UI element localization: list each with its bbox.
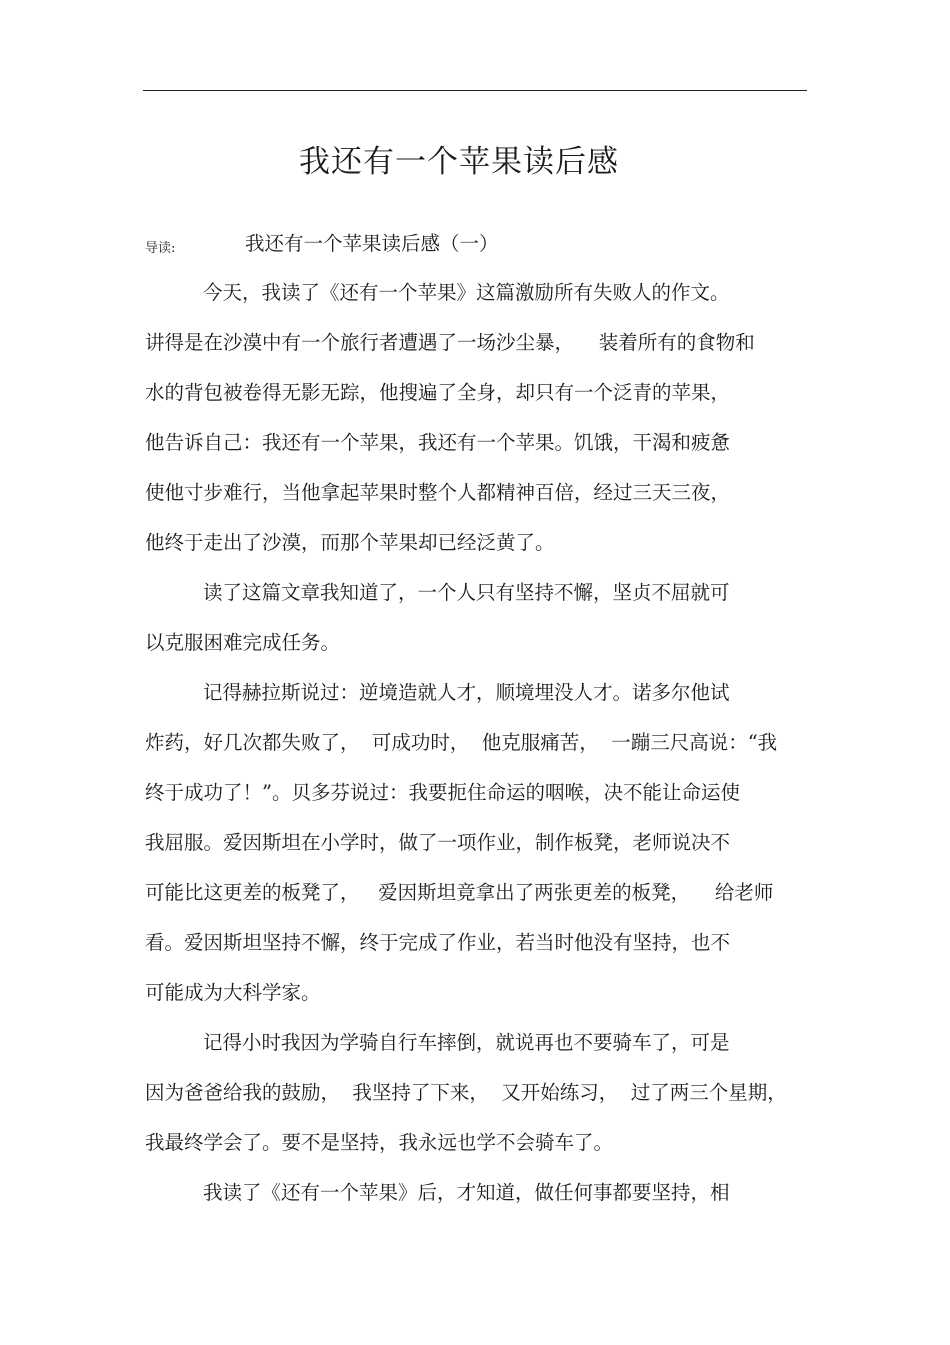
intro-label: 导读:	[145, 241, 176, 256]
body-line: 以克服困难完成任务。	[145, 631, 341, 654]
body-line: 他终于走出了沙漠，而那个苹果却已经泛黄了。	[145, 531, 555, 554]
header-rule	[143, 90, 807, 91]
body-line: 看。爱因斯坦坚持不懈，终于完成了作业，若当时他没有坚持，也不	[145, 931, 731, 954]
body-line: 记得小时我因为学骑自行车摔倒，就说再也不要骑车了，可是	[203, 1031, 730, 1054]
body-line: 讲得是在沙漠中有一个旅行者遭遇了一场沙尘暴， 装着所有的食物和	[145, 331, 755, 354]
body-line: 我屈服。爱因斯坦在小学时，做了一项作业，制作板凳，老师说决不	[145, 831, 731, 854]
body-line: 炸药，好几次都失败了， 可成功时， 他克服痛苦， 一蹦三尺高说：“我	[145, 731, 778, 754]
body-line: 今天，我读了《还有一个苹果》这篇激励所有失败人的作文。	[203, 281, 730, 304]
body-line: 我读了《还有一个苹果》后，才知道，做任何事都要坚持，相	[203, 1181, 730, 1204]
document-title: 我还有一个苹果读后感	[299, 144, 619, 180]
body-line: 水的背包被卷得无影无踪，他搜遍了全身，却只有一个泛青的苹果，	[145, 381, 731, 404]
body-line: 因为爸爸给我的鼓励， 我坚持了下来， 又开始练习， 过了两三个星期，	[145, 1081, 787, 1104]
body-line: 他告诉自己：我还有一个苹果，我还有一个苹果。饥饿，干渴和疲惫	[145, 431, 731, 454]
body-line: 记得赫拉斯说过：逆境造就人才，顺境埋没人才。诺多尔他试	[203, 681, 730, 704]
body-line: 可能成为大科学家。	[145, 981, 321, 1004]
body-line: 我最终学会了。要不是坚持，我永远也学不会骑车了。	[145, 1131, 614, 1154]
body-line: 读了这篇文章我知道了，一个人只有坚持不懈，坚贞不屈就可	[203, 581, 730, 604]
body-line: 终于成功了！”。贝多芬说过：我要扼住命运的咽喉，决不能让命运使	[145, 781, 740, 804]
body-line: 可能比这更差的板凳了， 爱因斯坦竟拿出了两张更差的板凳， 给老师	[145, 881, 774, 904]
body-line: 使他寸步难行，当他拿起苹果时整个人都精神百倍，经过三天三夜，	[145, 481, 731, 504]
intro-subtitle: 我还有一个苹果读后感（一）	[245, 232, 499, 255]
